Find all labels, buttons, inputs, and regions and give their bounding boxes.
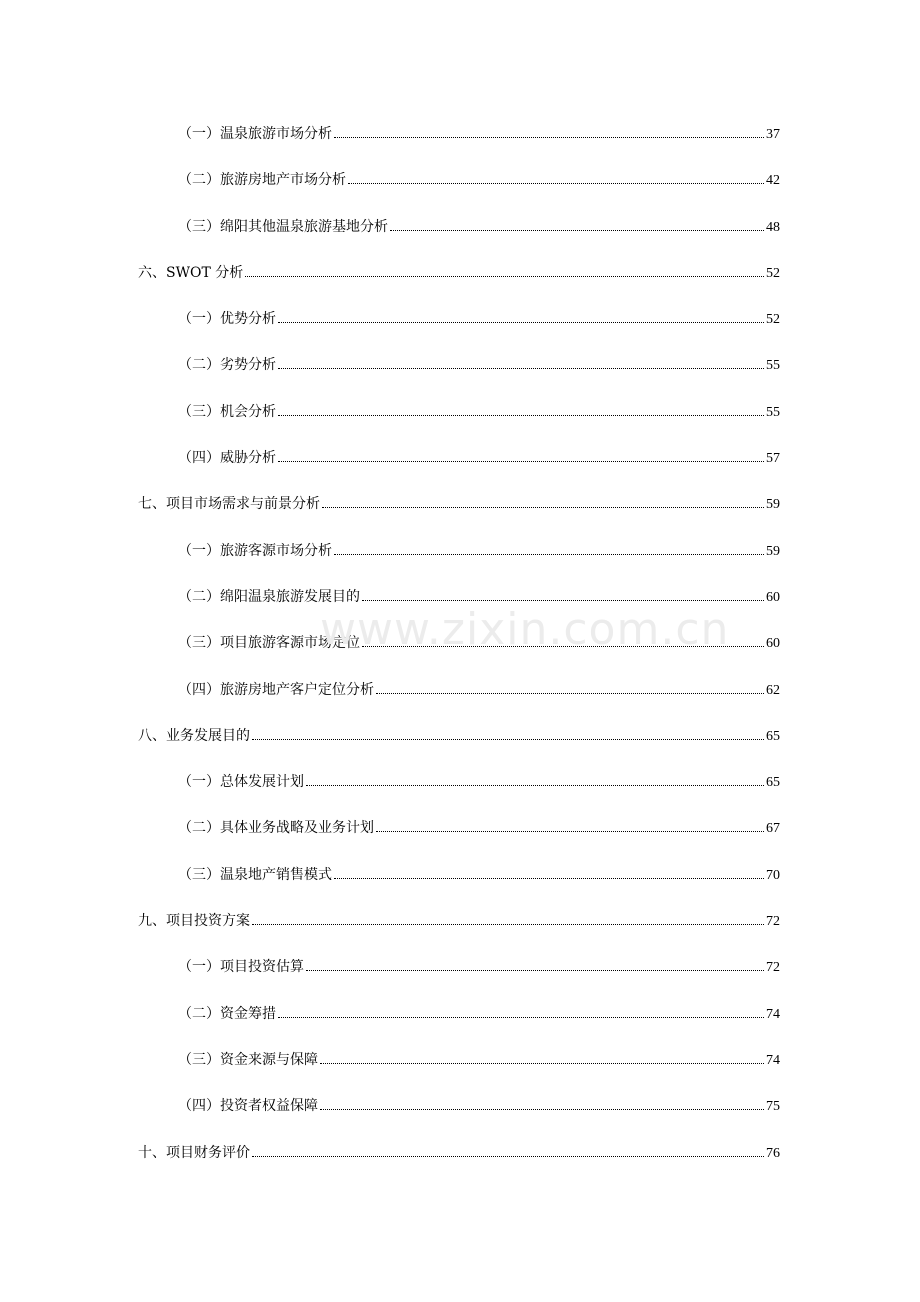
toc-entry-title: （一）旅游客源市场分析 (178, 542, 332, 559)
toc-entry-page-number: 48 (766, 219, 780, 235)
toc-entry-title: 十、项目财务评价 (138, 1144, 250, 1161)
toc-entry-title: （二）绵阳温泉旅游发展目的 (178, 588, 360, 605)
toc-entry-title: （一）优势分析 (178, 311, 276, 328)
toc-entry[interactable] (0, 1133, 920, 1179)
toc-entry-line (138, 494, 780, 515)
toc-entry-line (178, 355, 780, 376)
toc-entry-page-number: 74 (766, 1052, 780, 1068)
toc-entry-title: （一）总体发展计划 (178, 774, 304, 791)
toc-entry-line (178, 865, 780, 886)
toc-entry-page-number: 57 (766, 451, 780, 467)
dot-leader (278, 461, 764, 462)
toc-entry-page-number: 37 (766, 127, 780, 142)
toc-entry-line (138, 1143, 780, 1164)
toc-entry[interactable] (0, 1040, 920, 1086)
toc-entry-title: （二）劣势分析 (178, 357, 276, 374)
toc-entry-page-number: 76 (766, 1145, 780, 1161)
dot-leader (334, 878, 764, 879)
toc-entry-title: （一）温泉旅游市场分析 (178, 126, 332, 142)
toc-entry-title: （二）旅游房地产市场分析 (178, 172, 346, 189)
toc-entry-title: （二）资金筹措 (178, 1005, 276, 1022)
toc-entry-title: （三）项目旅游客源市场定位 (178, 635, 360, 652)
toc-entry[interactable] (0, 947, 920, 993)
dot-leader (278, 322, 764, 323)
toc-entry-title: （一）项目投资估算 (178, 959, 304, 976)
dot-leader (278, 415, 764, 416)
toc-entry-line (138, 911, 780, 932)
toc-entry[interactable] (0, 160, 920, 206)
toc-entry-line (178, 772, 780, 793)
dot-leader (306, 785, 764, 786)
toc-entry-title: 九、项目投资方案 (138, 913, 250, 930)
toc-entry-title: （四）威胁分析 (178, 450, 276, 467)
toc-entry[interactable] (0, 808, 920, 854)
toc-entry[interactable] (0, 207, 920, 253)
toc-entry-line (178, 1050, 780, 1071)
toc-entry-page-number: 65 (766, 775, 780, 791)
toc-entry-title: 七、项目市场需求与前景分析 (138, 496, 320, 513)
dot-leader (348, 183, 764, 184)
toc-entry[interactable] (0, 484, 920, 530)
toc-entry[interactable] (0, 299, 920, 345)
toc-entry-title: 八、业务发展目的 (138, 727, 250, 744)
toc-entry-page-number: 60 (766, 636, 780, 652)
toc-entry-page-number: 55 (766, 358, 780, 374)
toc-entry-line (178, 124, 780, 145)
toc-entry-page-number: 70 (766, 867, 780, 883)
toc-entry-page-number: 59 (766, 543, 780, 559)
toc-entry-title: （四）投资者权益保障 (178, 1098, 318, 1115)
toc-entry-title: （三）绵阳其他温泉旅游基地分析 (178, 218, 388, 235)
toc-entry-title: （三）资金来源与保障 (178, 1051, 318, 1068)
toc-entry-page-number: 59 (766, 497, 780, 513)
toc-entry-line (178, 680, 780, 701)
dot-leader (362, 646, 764, 647)
toc-entry-page-number: 52 (766, 265, 780, 281)
dot-leader (278, 1017, 764, 1018)
toc-entry-page-number: 65 (766, 728, 780, 744)
dot-leader (334, 554, 764, 555)
toc-entry[interactable] (0, 670, 920, 716)
toc-entry[interactable] (0, 531, 920, 577)
toc-entry[interactable] (0, 577, 920, 623)
dot-leader (320, 1063, 764, 1064)
dot-leader (334, 137, 764, 138)
toc-entry-line (178, 217, 780, 238)
dot-leader (376, 693, 764, 694)
toc-entry[interactable] (0, 392, 920, 438)
dot-leader (252, 924, 764, 925)
toc-entry-line (178, 1096, 780, 1117)
toc-entry[interactable] (0, 438, 920, 484)
dot-leader (376, 831, 764, 832)
toc-entry-line (138, 726, 780, 747)
watermark: www.zixin.com.cn (320, 604, 730, 655)
dot-leader (390, 230, 764, 231)
toc-entry-line (178, 957, 780, 978)
toc-entry[interactable] (0, 623, 920, 669)
toc-entry-line (178, 448, 780, 469)
toc-entry-title: （二）具体业务战略及业务计划 (178, 820, 374, 837)
dot-leader (306, 970, 764, 971)
toc-entry-line (178, 587, 780, 608)
toc-entry-title: （四）旅游房地产客户定位分析 (178, 681, 374, 698)
toc-entry-page-number: 74 (766, 1006, 780, 1022)
dot-leader (320, 1109, 764, 1110)
toc-entry-title: （三）温泉地产销售模式 (178, 866, 332, 883)
dot-leader (252, 1156, 764, 1157)
dot-leader (252, 739, 764, 740)
toc-entry-line (178, 309, 780, 330)
dot-leader (278, 368, 764, 369)
toc-entry-title: （三）机会分析 (178, 403, 276, 420)
toc-entry-title: 六、SWOT 分析 (138, 264, 244, 281)
toc-entry-page-number: 67 (766, 821, 780, 837)
toc-entry-page-number: 72 (766, 914, 780, 930)
toc-entry-page-number: 62 (766, 682, 780, 698)
toc-entry[interactable] (0, 1086, 920, 1132)
toc-entry-line (138, 263, 780, 284)
toc-entry-line (178, 402, 780, 423)
table-of-contents (0, 114, 920, 1179)
toc-entry-line (178, 541, 780, 562)
toc-entry[interactable] (0, 716, 920, 762)
toc-entry-line (178, 633, 780, 654)
dot-leader (245, 276, 764, 277)
dot-leader (362, 600, 764, 601)
toc-entry[interactable] (0, 994, 920, 1040)
toc-entry-line (178, 170, 780, 191)
toc-entry[interactable] (0, 762, 920, 808)
toc-entry-page-number: 75 (766, 1099, 780, 1115)
toc-entry-page-number: 60 (766, 589, 780, 605)
toc-entry-page-number: 52 (766, 312, 780, 328)
toc-entry[interactable] (0, 114, 920, 160)
toc-entry[interactable] (0, 345, 920, 391)
toc-entry-line (178, 1004, 780, 1025)
toc-entry-page-number: 72 (766, 960, 780, 976)
toc-entry[interactable] (0, 855, 920, 901)
toc-entry[interactable] (0, 253, 920, 299)
toc-entry-line (178, 818, 780, 839)
toc-entry-page-number: 55 (766, 404, 780, 420)
toc-entry-page-number: 42 (766, 173, 780, 189)
dot-leader (322, 507, 764, 508)
toc-entry[interactable] (0, 901, 920, 947)
